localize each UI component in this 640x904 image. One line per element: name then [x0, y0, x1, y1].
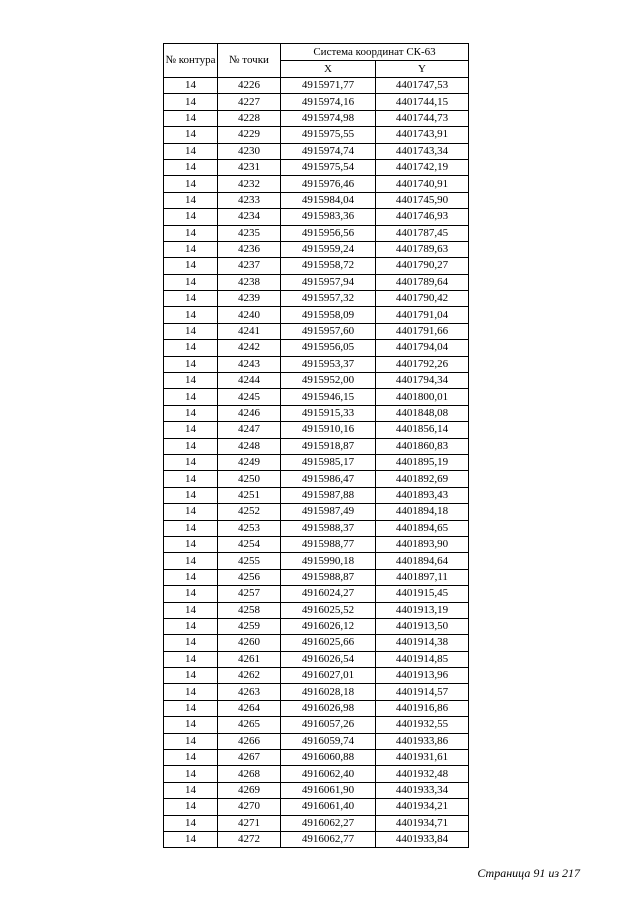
table-row: [164, 536, 469, 552]
cell-x: 4916025,52: [281, 602, 376, 618]
cell-y: 4401744,73: [376, 110, 469, 126]
cell-contour: 14: [164, 815, 218, 831]
cell-point: 4243: [218, 356, 281, 372]
cell-contour: 14: [164, 356, 218, 372]
cell-y: 4401856,14: [376, 422, 469, 438]
cell-x: 4915987,49: [281, 504, 376, 520]
table-row: [164, 618, 469, 634]
cell-contour: 14: [164, 127, 218, 143]
cell-y: 4401914,57: [376, 684, 469, 700]
cell-contour: 14: [164, 700, 218, 716]
cell-point: 4230: [218, 143, 281, 159]
cell-y: 4401743,91: [376, 127, 469, 143]
cell-y: 4401893,90: [376, 536, 469, 552]
table-row: [164, 356, 469, 372]
cell-point: 4258: [218, 602, 281, 618]
cell-contour: 14: [164, 258, 218, 274]
cell-contour: 14: [164, 143, 218, 159]
table-row: [164, 389, 469, 405]
cell-contour: 14: [164, 405, 218, 421]
cell-x: 4916027,01: [281, 668, 376, 684]
cell-contour: 14: [164, 192, 218, 208]
cell-point: 4270: [218, 799, 281, 815]
cell-x: 4916062,27: [281, 815, 376, 831]
cell-point: 4255: [218, 553, 281, 569]
cell-contour: 14: [164, 438, 218, 454]
cell-x: 4915958,09: [281, 307, 376, 323]
cell-y: 4401934,71: [376, 815, 469, 831]
cell-contour: 14: [164, 373, 218, 389]
cell-contour: 14: [164, 750, 218, 766]
cell-y: 4401860,83: [376, 438, 469, 454]
cell-point: 4263: [218, 684, 281, 700]
table-row: [164, 569, 469, 585]
cell-y: 4401895,19: [376, 454, 469, 470]
table-row: [164, 373, 469, 389]
cell-x: 4915971,77: [281, 78, 376, 94]
cell-y: 4401742,19: [376, 159, 469, 175]
cell-x: 4915952,00: [281, 373, 376, 389]
cell-y: 4401914,85: [376, 651, 469, 667]
cell-point: 4266: [218, 733, 281, 749]
table-body: [164, 78, 469, 848]
cell-x: 4916059,74: [281, 733, 376, 749]
table-row: [164, 291, 469, 307]
cell-y: 4401743,34: [376, 143, 469, 159]
cell-contour: 14: [164, 323, 218, 339]
cell-x: 4915957,32: [281, 291, 376, 307]
cell-x: 4915985,17: [281, 454, 376, 470]
cell-point: 4265: [218, 717, 281, 733]
cell-x: 4916025,66: [281, 635, 376, 651]
cell-contour: 14: [164, 766, 218, 782]
cell-y: 4401744,15: [376, 94, 469, 110]
cell-point: 4254: [218, 536, 281, 552]
cell-x: 4915958,72: [281, 258, 376, 274]
cell-contour: 14: [164, 799, 218, 815]
cell-y: 4401789,63: [376, 241, 469, 257]
table-row: [164, 782, 469, 798]
cell-point: 4234: [218, 209, 281, 225]
cell-point: 4260: [218, 635, 281, 651]
cell-y: 4401933,34: [376, 782, 469, 798]
cell-y: 4401894,18: [376, 504, 469, 520]
cell-contour: 14: [164, 454, 218, 470]
cell-x: 4915986,47: [281, 471, 376, 487]
cell-x: 4915956,56: [281, 225, 376, 241]
cell-y: 4401790,27: [376, 258, 469, 274]
table-row: [164, 340, 469, 356]
cell-contour: 14: [164, 553, 218, 569]
cell-y: 4401794,04: [376, 340, 469, 356]
cell-x: 4915974,98: [281, 110, 376, 126]
cell-x: 4915959,24: [281, 241, 376, 257]
cell-x: 4916024,27: [281, 586, 376, 602]
cell-contour: 14: [164, 487, 218, 503]
table-row: [164, 323, 469, 339]
cell-y: 4401933,86: [376, 733, 469, 749]
cell-point: 4244: [218, 373, 281, 389]
cell-point: 4264: [218, 700, 281, 716]
cell-y: 4401794,34: [376, 373, 469, 389]
cell-point: 4235: [218, 225, 281, 241]
cell-contour: 14: [164, 635, 218, 651]
cell-point: 4267: [218, 750, 281, 766]
cell-point: 4228: [218, 110, 281, 126]
cell-y: 4401933,84: [376, 831, 469, 847]
cell-x: 4915974,16: [281, 94, 376, 110]
cell-y: 4401791,04: [376, 307, 469, 323]
header-x: X: [281, 61, 376, 78]
table-row: [164, 143, 469, 159]
cell-x: 4916060,88: [281, 750, 376, 766]
cell-y: 4401931,61: [376, 750, 469, 766]
table-row: [164, 651, 469, 667]
cell-contour: 14: [164, 536, 218, 552]
table-row: [164, 110, 469, 126]
cell-point: 4261: [218, 651, 281, 667]
cell-contour: 14: [164, 684, 218, 700]
cell-contour: 14: [164, 78, 218, 94]
table-row: [164, 307, 469, 323]
cell-x: 4916026,54: [281, 651, 376, 667]
table-row: [164, 487, 469, 503]
table-row: [164, 553, 469, 569]
cell-y: 4401848,08: [376, 405, 469, 421]
cell-y: 4401893,43: [376, 487, 469, 503]
cell-point: 4227: [218, 94, 281, 110]
cell-point: 4256: [218, 569, 281, 585]
header-contour: № контура: [164, 44, 218, 78]
coordinates-table: [163, 43, 469, 848]
table-row: [164, 192, 469, 208]
cell-point: 4252: [218, 504, 281, 520]
cell-point: 4242: [218, 340, 281, 356]
cell-point: 4249: [218, 454, 281, 470]
table-row: [164, 405, 469, 421]
page-number: Страница 91 из 217: [477, 866, 580, 880]
table-row: [164, 274, 469, 290]
cell-x: 4916026,98: [281, 700, 376, 716]
table-row: [164, 258, 469, 274]
cell-x: 4915988,77: [281, 536, 376, 552]
table-row: [164, 700, 469, 716]
cell-y: 4401913,50: [376, 618, 469, 634]
cell-contour: 14: [164, 717, 218, 733]
cell-x: 4916062,40: [281, 766, 376, 782]
cell-point: 4262: [218, 668, 281, 684]
cell-point: 4233: [218, 192, 281, 208]
cell-contour: 14: [164, 831, 218, 847]
cell-contour: 14: [164, 110, 218, 126]
cell-contour: 14: [164, 274, 218, 290]
cell-contour: 14: [164, 291, 218, 307]
cell-contour: 14: [164, 209, 218, 225]
cell-y: 4401787,45: [376, 225, 469, 241]
cell-y: 4401745,90: [376, 192, 469, 208]
cell-contour: 14: [164, 586, 218, 602]
cell-point: 4237: [218, 258, 281, 274]
cell-y: 4401894,65: [376, 520, 469, 536]
table-row: [164, 815, 469, 831]
header-point: № точки: [218, 44, 281, 78]
cell-x: 4915987,88: [281, 487, 376, 503]
cell-y: 4401915,45: [376, 586, 469, 602]
cell-point: 4229: [218, 127, 281, 143]
cell-x: 4915957,60: [281, 323, 376, 339]
cell-point: 4272: [218, 831, 281, 847]
cell-y: 4401800,01: [376, 389, 469, 405]
table-row: [164, 422, 469, 438]
cell-x: 4915983,36: [281, 209, 376, 225]
table-header: [164, 44, 469, 78]
cell-y: 4401932,55: [376, 717, 469, 733]
table-row: [164, 241, 469, 257]
cell-x: 4915990,18: [281, 553, 376, 569]
cell-y: 4401892,69: [376, 471, 469, 487]
cell-x: 4915918,87: [281, 438, 376, 454]
cell-contour: 14: [164, 340, 218, 356]
table-row: [164, 635, 469, 651]
table-row: [164, 586, 469, 602]
cell-x: 4915984,04: [281, 192, 376, 208]
cell-contour: 14: [164, 159, 218, 175]
cell-x: 4915974,74: [281, 143, 376, 159]
cell-point: 4253: [218, 520, 281, 536]
header-coordinate-system: Система координат СК-63: [281, 44, 469, 61]
cell-point: 4226: [218, 78, 281, 94]
cell-contour: 14: [164, 520, 218, 536]
table-row: [164, 504, 469, 520]
table-row: [164, 209, 469, 225]
cell-contour: 14: [164, 504, 218, 520]
cell-y: 4401913,96: [376, 668, 469, 684]
cell-point: 4269: [218, 782, 281, 798]
cell-point: 4241: [218, 323, 281, 339]
table-row: [164, 159, 469, 175]
table-row: [164, 454, 469, 470]
cell-x: 4915910,16: [281, 422, 376, 438]
table-row: [164, 94, 469, 110]
cell-x: 4916026,12: [281, 618, 376, 634]
table-row: [164, 127, 469, 143]
header-y: Y: [376, 61, 469, 78]
cell-point: 4236: [218, 241, 281, 257]
table-row: [164, 78, 469, 94]
cell-point: 4271: [218, 815, 281, 831]
cell-point: 4238: [218, 274, 281, 290]
cell-contour: 14: [164, 422, 218, 438]
cell-y: 4401916,86: [376, 700, 469, 716]
table-row: [164, 438, 469, 454]
cell-y: 4401914,38: [376, 635, 469, 651]
cell-point: 4268: [218, 766, 281, 782]
cell-point: 4251: [218, 487, 281, 503]
cell-y: 4401791,66: [376, 323, 469, 339]
cell-point: 4239: [218, 291, 281, 307]
cell-y: 4401897,11: [376, 569, 469, 585]
cell-point: 4232: [218, 176, 281, 192]
cell-y: 4401747,53: [376, 78, 469, 94]
cell-x: 4915915,33: [281, 405, 376, 421]
cell-y: 4401746,93: [376, 209, 469, 225]
cell-y: 4401740,91: [376, 176, 469, 192]
table-row: [164, 602, 469, 618]
cell-point: 4246: [218, 405, 281, 421]
cell-x: 4915953,37: [281, 356, 376, 372]
cell-point: 4247: [218, 422, 281, 438]
cell-point: 4240: [218, 307, 281, 323]
cell-x: 4915988,37: [281, 520, 376, 536]
table-row: [164, 799, 469, 815]
cell-x: 4916062,77: [281, 831, 376, 847]
cell-contour: 14: [164, 176, 218, 192]
cell-x: 4916057,26: [281, 717, 376, 733]
cell-y: 4401789,64: [376, 274, 469, 290]
table-row: [164, 225, 469, 241]
cell-contour: 14: [164, 651, 218, 667]
cell-x: 4915957,94: [281, 274, 376, 290]
cell-contour: 14: [164, 307, 218, 323]
cell-point: 4245: [218, 389, 281, 405]
cell-y: 4401792,26: [376, 356, 469, 372]
table-row: [164, 668, 469, 684]
cell-contour: 14: [164, 668, 218, 684]
table-row: [164, 520, 469, 536]
cell-contour: 14: [164, 733, 218, 749]
cell-y: 4401894,64: [376, 553, 469, 569]
cell-point: 4259: [218, 618, 281, 634]
cell-point: 4248: [218, 438, 281, 454]
cell-point: 4231: [218, 159, 281, 175]
cell-point: 4250: [218, 471, 281, 487]
cell-y: 4401913,19: [376, 602, 469, 618]
cell-y: 4401934,21: [376, 799, 469, 815]
cell-contour: 14: [164, 602, 218, 618]
cell-contour: 14: [164, 225, 218, 241]
cell-contour: 14: [164, 569, 218, 585]
table-row: [164, 176, 469, 192]
table-row: [164, 733, 469, 749]
table-row: [164, 831, 469, 847]
cell-x: 4916061,90: [281, 782, 376, 798]
cell-contour: 14: [164, 618, 218, 634]
cell-contour: 14: [164, 782, 218, 798]
cell-x: 4915975,55: [281, 127, 376, 143]
cell-contour: 14: [164, 241, 218, 257]
table-row: [164, 766, 469, 782]
table-row: [164, 684, 469, 700]
cell-x: 4916028,18: [281, 684, 376, 700]
cell-x: 4915956,05: [281, 340, 376, 356]
cell-contour: 14: [164, 389, 218, 405]
cell-point: 4257: [218, 586, 281, 602]
cell-x: 4915988,87: [281, 569, 376, 585]
table-row: [164, 717, 469, 733]
cell-y: 4401932,48: [376, 766, 469, 782]
cell-contour: 14: [164, 94, 218, 110]
table-row: [164, 750, 469, 766]
cell-y: 4401790,42: [376, 291, 469, 307]
cell-x: 4915975,54: [281, 159, 376, 175]
cell-x: 4915946,15: [281, 389, 376, 405]
cell-x: 4915976,46: [281, 176, 376, 192]
table-row: [164, 471, 469, 487]
cell-x: 4916061,40: [281, 799, 376, 815]
cell-contour: 14: [164, 471, 218, 487]
